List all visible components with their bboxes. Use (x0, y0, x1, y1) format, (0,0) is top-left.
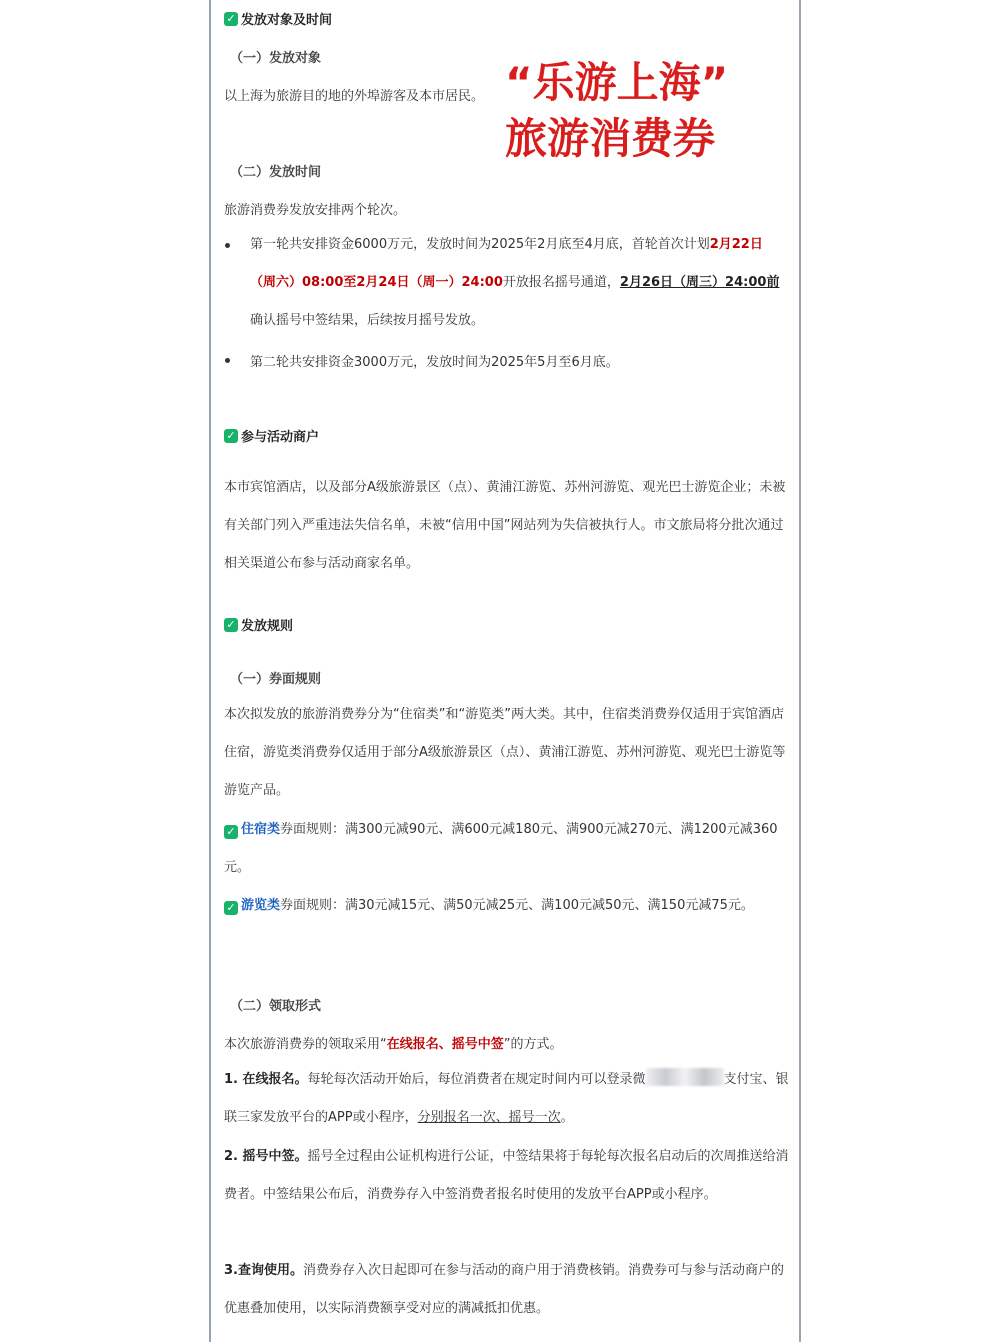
bullet-round-two: 第二轮共安排资金3000万元，发放时间为2025年5月至6月底。 (250, 351, 619, 370)
paragraph-target: 以上海为旅游目的地的外埠游客及本市居民。 (224, 89, 485, 104)
bullet-round-one: 第一轮共安排资金6000万元，发放时间为2025年2月底至4月底，首轮首次计划2月22日（周六）08:00至2月24日（周一）24:00开放报名摇号通道，2月26日（周三）24:00前确认摇号中签结果，后续按月摇号发放。 (250, 226, 784, 340)
label-sightseeing: 游览类 (241, 898, 281, 913)
step-online-registration: 1. 在线报名。每轮每次活动开始后，每位消费者在规定时间内可以登录微 支付宝、银联三家发放平台的APP或小程序，分别报名一次、摇号一次。 (224, 1061, 794, 1137)
blurred-text (646, 1068, 724, 1086)
bullet-dot (225, 243, 230, 248)
paragraph-rounds: 旅游消费券发放安排两个轮次。 (224, 203, 407, 218)
subheading-claim-method: （二）领取形式 (230, 999, 322, 1014)
step-usage: 3.查询使用。消费券存入次日起即可在参与活动的商户用于消费核销。消费券可与参与活动商户的优惠叠加使用，以实际消费额享受对应的满减抵扣优惠。 (224, 1263, 784, 1316)
highlight-claim-method: 在线报名、摇号中签 (386, 1037, 504, 1052)
check-icon: ✓ (224, 825, 238, 839)
section-heading-issue-target-time (224, 9, 332, 28)
highlight-registration-time: 2月22日（周六）08:00至2月24日（周一）24:00 (250, 237, 763, 290)
check-icon: ✓ (224, 618, 238, 632)
subheading-voucher-rules: （一）券面规则 (230, 672, 322, 687)
paragraph-voucher-types: 本次拟发放的旅游消费券分为“住宿类”和“游览类”两大类。其中，住宿类消费券仅适用于宾馆酒店住宿，游览类消费券仅适用于部分A级旅游景区（点）、黄浦江游览、苏州河游览、观光巴士游览等游览产品。 (224, 707, 786, 798)
section-title: 发放规则 (241, 619, 294, 634)
rule-sightseeing: ✓ 游览类券面规则：满30元减15元、满50元减25元、满100元减50元、满150元减75元。 (224, 887, 794, 925)
highlight-result-deadline: 2月26日（周三）24:00前 (619, 275, 780, 290)
title-overlay (505, 55, 765, 167)
check-icon: ✓ (224, 901, 238, 915)
subheading-target: （一）发放对象 (230, 51, 322, 66)
section-title: 参与活动商户 (241, 430, 320, 445)
document-column (209, 0, 801, 1342)
overlay-line-1: “乐游上海” (505, 58, 729, 107)
check-icon: ✓ (224, 429, 238, 443)
step-lottery: 2. 摇号中签。摇号全过程由公证机构进行公证，中签结果将于每轮每次报名启动后的次周推送给消费者。中签结果公布后，消费券存入中签消费者报名时使用的发放平台APP或小程序。 (224, 1149, 789, 1202)
overlay-line-2: 旅游消费券 (505, 114, 716, 163)
check-icon: ✓ (224, 12, 238, 26)
section-title: 发放对象及时间 (241, 13, 333, 28)
rule-lodging: ✓ 住宿类券面规则：满300元减90元、满600元减180元、满900元减270元、满1200元减360元。 (224, 822, 778, 875)
underlined-once-rule: 分别报名一次、摇号一次 (417, 1110, 561, 1125)
paragraph-merchants: 本市宾馆酒店，以及部分A级旅游景区（点）、黄浦江游览、苏州河游览、观光巴士游览企业；未被有关部门列入严重违法失信名单，未被“信用中国”网站列为失信被执行人。市文旅局将分批次通过相关渠道公布参与活动商家名单。 (224, 480, 786, 571)
paragraph-claim-method: 本次旅游消费券的领取采用“在线报名、摇号中签”的方式。 (224, 1037, 563, 1052)
bullet-dot (225, 358, 230, 363)
section-heading-rules (224, 615, 293, 634)
subheading-time: （二）发放时间 (230, 165, 322, 180)
label-lodging: 住宿类 (241, 822, 281, 837)
section-heading-merchants (224, 426, 319, 445)
